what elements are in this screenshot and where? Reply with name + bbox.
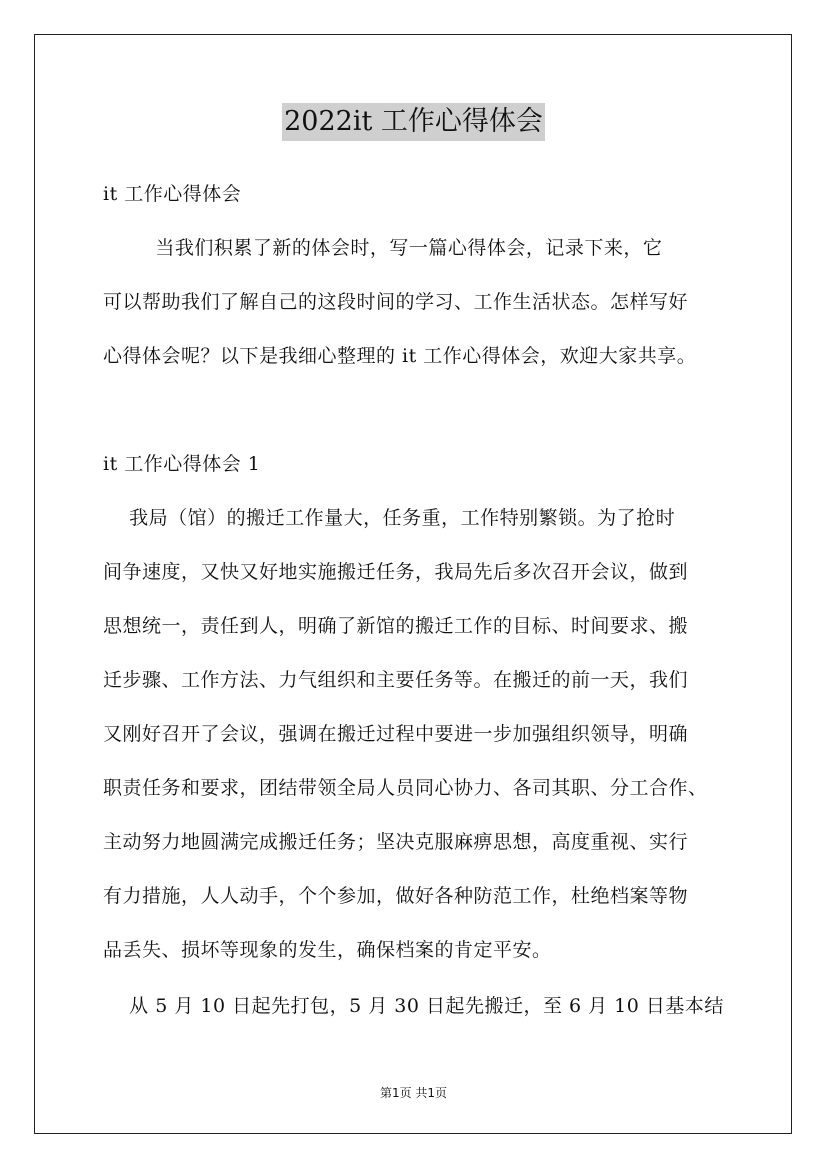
paragraph-line: 可以帮助我们了解自己的这段时间的学习、工作生活状态。怎样写好: [103, 291, 689, 313]
paragraph-line: 我局（馆）的搬迁工作量大，任务重，工作特别繁锁。为了抢时: [103, 507, 676, 529]
paragraph-line: 有力措施，人人动手，个个参加，做好各种防范工作，杜绝档案等物: [103, 885, 689, 907]
title-container: [0, 103, 827, 141]
paragraph-line: 间争速度，又快又好地实施搬迁任务，我局先后多次召开会议，做到: [103, 561, 689, 583]
paragraph-line: 从 5 月 10 日起先打包，5 月 30 日起先搬迁，至 6 月 10 日基本结: [103, 995, 724, 1017]
paragraph-line: 品丢失、损坏等现象的发生，确保档案的肯定平安。: [103, 939, 552, 961]
section-heading: it 工作心得体会 1: [103, 453, 261, 475]
paragraph-line: 思想统一，责任到人，明确了新馆的搬迁工作的目标、时间要求、搬: [103, 615, 689, 637]
paragraph-line: 又刚好召开了会议，强调在搬迁过程中要进一步加强组织领导，明确: [103, 723, 689, 745]
paragraph-line: 主动努力地圆满完成搬迁任务；坚决克服麻痹思想，高度重视、实行: [103, 831, 689, 853]
page-footer: 第1页 共1页: [379, 1086, 448, 1100]
paragraph-line: 心得体会呢？以下是我细心整理的 it 工作心得体会，欢迎大家共享。: [103, 345, 697, 367]
paragraph-line: 当我们积累了新的体会时，写一篇心得体会，记录下来，它: [103, 237, 663, 259]
paragraph-line: 职责任务和要求，团结带领全局人员同心协力、各司其职、分工合作、: [103, 777, 708, 799]
paragraph-line: 迁步骤、工作方法、力气组织和主要任务等。在搬迁的前一天，我们: [103, 669, 689, 691]
document-title: 2022it 工作心得体会: [282, 103, 545, 141]
section-heading: it 工作心得体会: [103, 183, 242, 205]
